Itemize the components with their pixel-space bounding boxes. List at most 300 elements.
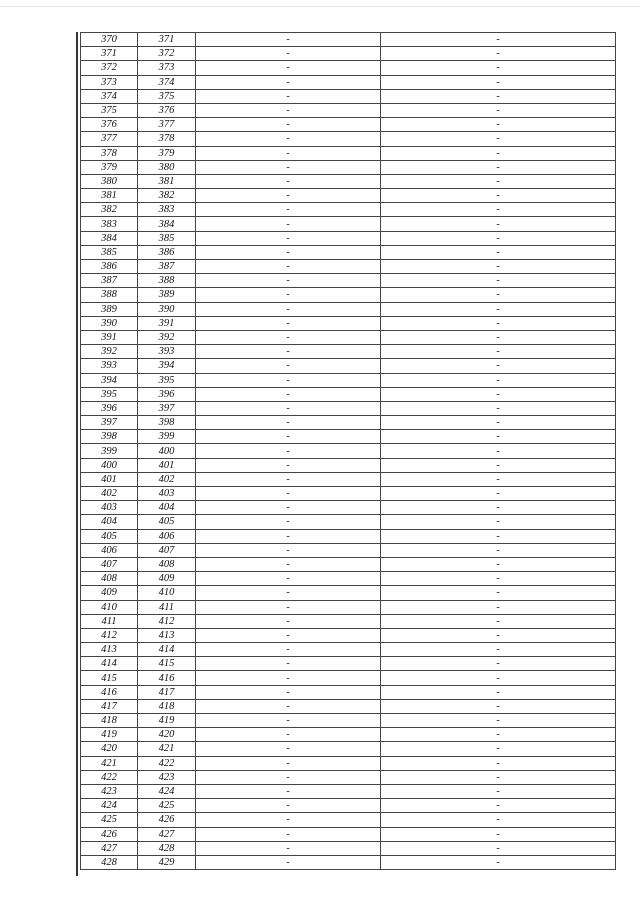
table-row — [81, 75, 616, 89]
table-row — [81, 487, 616, 501]
col-3-cell: - — [196, 756, 381, 770]
page-top-rule — [0, 6, 640, 7]
col-2-cell: 397 — [138, 401, 196, 415]
col-1-cell: 422 — [81, 770, 138, 784]
col-4-cell: - — [381, 586, 616, 600]
col-3-cell: - — [196, 515, 381, 529]
col-1-cell: 387 — [81, 274, 138, 288]
col-4-cell: - — [381, 855, 616, 869]
col-4-cell: - — [381, 316, 616, 330]
col-3-cell: - — [196, 33, 381, 47]
col-2-cell: 389 — [138, 288, 196, 302]
col-3-cell: - — [196, 472, 381, 486]
col-2-cell: 400 — [138, 444, 196, 458]
col-1-cell: 382 — [81, 203, 138, 217]
col-1-cell: 392 — [81, 345, 138, 359]
table-row — [81, 600, 616, 614]
table-row — [81, 501, 616, 515]
col-3-cell: - — [196, 572, 381, 586]
col-1-cell: 396 — [81, 401, 138, 415]
table-row — [81, 628, 616, 642]
col-2-cell: 406 — [138, 529, 196, 543]
col-3-cell: - — [196, 643, 381, 657]
table-row — [81, 118, 616, 132]
col-2-cell: 415 — [138, 657, 196, 671]
col-3-cell: - — [196, 458, 381, 472]
col-2-cell: 383 — [138, 203, 196, 217]
col-1-cell: 375 — [81, 103, 138, 117]
col-1-cell: 371 — [81, 47, 138, 61]
col-1-cell: 411 — [81, 614, 138, 628]
col-4-cell: - — [381, 75, 616, 89]
col-1-cell: 415 — [81, 671, 138, 685]
table-row — [81, 160, 616, 174]
col-4-cell: - — [381, 784, 616, 798]
col-1-cell: 403 — [81, 501, 138, 515]
table-row — [81, 302, 616, 316]
col-4-cell: - — [381, 742, 616, 756]
table-row — [81, 770, 616, 784]
col-2-cell: 373 — [138, 61, 196, 75]
col-4-cell: - — [381, 444, 616, 458]
col-4-cell: - — [381, 359, 616, 373]
left-margin-rule — [76, 32, 78, 876]
col-1-cell: 388 — [81, 288, 138, 302]
col-3-cell: - — [196, 189, 381, 203]
col-3-cell: - — [196, 742, 381, 756]
col-1-cell: 376 — [81, 118, 138, 132]
col-4-cell: - — [381, 628, 616, 642]
table-row — [81, 146, 616, 160]
col-4-cell: - — [381, 515, 616, 529]
col-3-cell: - — [196, 118, 381, 132]
col-3-cell: - — [196, 557, 381, 571]
col-4-cell: - — [381, 487, 616, 501]
col-4-cell: - — [381, 274, 616, 288]
table-row — [81, 103, 616, 117]
col-4-cell: - — [381, 799, 616, 813]
col-1-cell: 395 — [81, 387, 138, 401]
col-4-cell: - — [381, 174, 616, 188]
col-3-cell: - — [196, 75, 381, 89]
col-2-cell: 412 — [138, 614, 196, 628]
col-1-cell: 378 — [81, 146, 138, 160]
table-row — [81, 813, 616, 827]
col-4-cell: - — [381, 643, 616, 657]
col-3-cell: - — [196, 657, 381, 671]
col-4-cell: - — [381, 813, 616, 827]
col-2-cell: 405 — [138, 515, 196, 529]
col-3-cell: - — [196, 444, 381, 458]
table-row — [81, 855, 616, 869]
col-4-cell: - — [381, 614, 616, 628]
col-4-cell: - — [381, 302, 616, 316]
col-4-cell: - — [381, 231, 616, 245]
col-4-cell: - — [381, 841, 616, 855]
table-row — [81, 614, 616, 628]
col-2-cell: 416 — [138, 671, 196, 685]
col-3-cell: - — [196, 174, 381, 188]
col-3-cell: - — [196, 160, 381, 174]
col-2-cell: 393 — [138, 345, 196, 359]
col-1-cell: 381 — [81, 189, 138, 203]
col-4-cell: - — [381, 699, 616, 713]
table-row — [81, 756, 616, 770]
col-1-cell: 426 — [81, 827, 138, 841]
col-2-cell: 395 — [138, 373, 196, 387]
table-row — [81, 132, 616, 146]
col-2-cell: 390 — [138, 302, 196, 316]
col-2-cell: 414 — [138, 643, 196, 657]
col-2-cell: 404 — [138, 501, 196, 515]
col-3-cell: - — [196, 345, 381, 359]
table-row — [81, 61, 616, 75]
col-2-cell: 371 — [138, 33, 196, 47]
col-3-cell: - — [196, 799, 381, 813]
col-1-cell: 397 — [81, 416, 138, 430]
col-4-cell: - — [381, 671, 616, 685]
col-2-cell: 396 — [138, 387, 196, 401]
col-1-cell: 401 — [81, 472, 138, 486]
table-body — [81, 33, 616, 870]
table-row — [81, 742, 616, 756]
col-3-cell: - — [196, 401, 381, 415]
col-1-cell: 384 — [81, 231, 138, 245]
col-1-cell: 389 — [81, 302, 138, 316]
col-4-cell: - — [381, 387, 616, 401]
col-3-cell: - — [196, 387, 381, 401]
col-2-cell: 413 — [138, 628, 196, 642]
table-row — [81, 231, 616, 245]
table-row — [81, 430, 616, 444]
col-4-cell: - — [381, 260, 616, 274]
table-row — [81, 203, 616, 217]
col-4-cell: - — [381, 61, 616, 75]
col-3-cell: - — [196, 359, 381, 373]
col-1-cell: 402 — [81, 487, 138, 501]
col-3-cell: - — [196, 614, 381, 628]
col-2-cell: 381 — [138, 174, 196, 188]
col-2-cell: 401 — [138, 458, 196, 472]
col-4-cell: - — [381, 203, 616, 217]
col-3-cell: - — [196, 288, 381, 302]
table-row — [81, 33, 616, 47]
col-1-cell: 424 — [81, 799, 138, 813]
col-4-cell: - — [381, 472, 616, 486]
col-1-cell: 404 — [81, 515, 138, 529]
table-row — [81, 827, 616, 841]
col-1-cell: 428 — [81, 855, 138, 869]
col-2-cell: 428 — [138, 841, 196, 855]
col-3-cell: - — [196, 416, 381, 430]
col-4-cell: - — [381, 189, 616, 203]
table-row — [81, 728, 616, 742]
table-row — [81, 189, 616, 203]
col-2-cell: 384 — [138, 217, 196, 231]
table-row — [81, 416, 616, 430]
col-1-cell: 423 — [81, 784, 138, 798]
col-1-cell: 408 — [81, 572, 138, 586]
col-3-cell: - — [196, 146, 381, 160]
col-3-cell: - — [196, 89, 381, 103]
col-2-cell: 380 — [138, 160, 196, 174]
table-row — [81, 799, 616, 813]
col-4-cell: - — [381, 501, 616, 515]
col-3-cell: - — [196, 529, 381, 543]
col-2-cell: 409 — [138, 572, 196, 586]
col-2-cell: 427 — [138, 827, 196, 841]
col-2-cell: 386 — [138, 245, 196, 259]
col-2-cell: 419 — [138, 714, 196, 728]
col-2-cell: 388 — [138, 274, 196, 288]
col-2-cell: 392 — [138, 330, 196, 344]
col-1-cell: 370 — [81, 33, 138, 47]
col-2-cell: 382 — [138, 189, 196, 203]
table-row — [81, 330, 616, 344]
col-3-cell: - — [196, 316, 381, 330]
table-row — [81, 89, 616, 103]
col-1-cell: 417 — [81, 699, 138, 713]
col-3-cell: - — [196, 586, 381, 600]
col-3-cell: - — [196, 600, 381, 614]
col-1-cell: 377 — [81, 132, 138, 146]
col-3-cell: - — [196, 274, 381, 288]
col-4-cell: - — [381, 217, 616, 231]
col-4-cell: - — [381, 373, 616, 387]
col-3-cell: - — [196, 61, 381, 75]
col-3-cell: - — [196, 47, 381, 61]
col-3-cell: - — [196, 103, 381, 117]
col-1-cell: 421 — [81, 756, 138, 770]
col-2-cell: 402 — [138, 472, 196, 486]
col-1-cell: 418 — [81, 714, 138, 728]
col-4-cell: - — [381, 132, 616, 146]
table-row — [81, 657, 616, 671]
col-3-cell: - — [196, 813, 381, 827]
table-row — [81, 543, 616, 557]
col-4-cell: - — [381, 529, 616, 543]
col-4-cell: - — [381, 118, 616, 132]
col-4-cell: - — [381, 685, 616, 699]
col-3-cell: - — [196, 728, 381, 742]
col-1-cell: 420 — [81, 742, 138, 756]
col-2-cell: 408 — [138, 557, 196, 571]
col-3-cell: - — [196, 245, 381, 259]
col-2-cell: 424 — [138, 784, 196, 798]
table-row — [81, 643, 616, 657]
col-2-cell: 398 — [138, 416, 196, 430]
col-2-cell: 418 — [138, 699, 196, 713]
table-row — [81, 444, 616, 458]
col-2-cell: 403 — [138, 487, 196, 501]
col-1-cell: 380 — [81, 174, 138, 188]
col-2-cell: 425 — [138, 799, 196, 813]
col-3-cell: - — [196, 714, 381, 728]
col-4-cell: - — [381, 345, 616, 359]
col-2-cell: 376 — [138, 103, 196, 117]
col-4-cell: - — [381, 33, 616, 47]
col-3-cell: - — [196, 330, 381, 344]
col-1-cell: 394 — [81, 373, 138, 387]
col-1-cell: 419 — [81, 728, 138, 742]
table-row — [81, 373, 616, 387]
col-1-cell: 391 — [81, 330, 138, 344]
col-2-cell: 378 — [138, 132, 196, 146]
table-row — [81, 685, 616, 699]
col-3-cell: - — [196, 827, 381, 841]
table-row — [81, 47, 616, 61]
table-row — [81, 174, 616, 188]
col-4-cell: - — [381, 103, 616, 117]
col-2-cell: 417 — [138, 685, 196, 699]
table-row — [81, 841, 616, 855]
col-4-cell: - — [381, 756, 616, 770]
col-1-cell: 410 — [81, 600, 138, 614]
col-4-cell: - — [381, 146, 616, 160]
col-2-cell: 422 — [138, 756, 196, 770]
col-4-cell: - — [381, 160, 616, 174]
table-row — [81, 572, 616, 586]
col-1-cell: 390 — [81, 316, 138, 330]
col-3-cell: - — [196, 784, 381, 798]
data-table-container — [80, 32, 615, 870]
col-1-cell: 372 — [81, 61, 138, 75]
col-1-cell: 383 — [81, 217, 138, 231]
col-3-cell: - — [196, 628, 381, 642]
col-2-cell: 410 — [138, 586, 196, 600]
table-row — [81, 401, 616, 415]
col-4-cell: - — [381, 728, 616, 742]
col-3-cell: - — [196, 685, 381, 699]
data-table — [80, 32, 616, 870]
col-3-cell: - — [196, 841, 381, 855]
col-1-cell: 414 — [81, 657, 138, 671]
col-2-cell: 426 — [138, 813, 196, 827]
col-3-cell: - — [196, 132, 381, 146]
col-3-cell: - — [196, 501, 381, 515]
col-2-cell: 399 — [138, 430, 196, 444]
col-1-cell: 379 — [81, 160, 138, 174]
table-row — [81, 359, 616, 373]
col-1-cell: 398 — [81, 430, 138, 444]
col-1-cell: 400 — [81, 458, 138, 472]
col-1-cell: 373 — [81, 75, 138, 89]
table-row — [81, 699, 616, 713]
col-2-cell: 385 — [138, 231, 196, 245]
table-row — [81, 472, 616, 486]
table-row — [81, 714, 616, 728]
col-3-cell: - — [196, 770, 381, 784]
col-3-cell: - — [196, 203, 381, 217]
table-row — [81, 515, 616, 529]
table-row — [81, 387, 616, 401]
col-2-cell: 394 — [138, 359, 196, 373]
col-4-cell: - — [381, 288, 616, 302]
col-2-cell: 377 — [138, 118, 196, 132]
col-4-cell: - — [381, 770, 616, 784]
table-row — [81, 274, 616, 288]
col-1-cell: 413 — [81, 643, 138, 657]
col-2-cell: 423 — [138, 770, 196, 784]
col-3-cell: - — [196, 855, 381, 869]
col-2-cell: 420 — [138, 728, 196, 742]
col-3-cell: - — [196, 373, 381, 387]
col-1-cell: 412 — [81, 628, 138, 642]
col-2-cell: 429 — [138, 855, 196, 869]
col-1-cell: 416 — [81, 685, 138, 699]
table-row — [81, 784, 616, 798]
col-1-cell: 409 — [81, 586, 138, 600]
col-1-cell: 374 — [81, 89, 138, 103]
col-4-cell: - — [381, 600, 616, 614]
table-row — [81, 557, 616, 571]
col-2-cell: 374 — [138, 75, 196, 89]
col-1-cell: 405 — [81, 529, 138, 543]
col-2-cell: 407 — [138, 543, 196, 557]
table-row — [81, 671, 616, 685]
col-4-cell: - — [381, 330, 616, 344]
col-3-cell: - — [196, 699, 381, 713]
col-4-cell: - — [381, 430, 616, 444]
col-3-cell: - — [196, 543, 381, 557]
col-1-cell: 425 — [81, 813, 138, 827]
col-4-cell: - — [381, 543, 616, 557]
col-2-cell: 372 — [138, 47, 196, 61]
col-3-cell: - — [196, 260, 381, 274]
col-3-cell: - — [196, 487, 381, 501]
col-2-cell: 421 — [138, 742, 196, 756]
col-4-cell: - — [381, 89, 616, 103]
table-row — [81, 345, 616, 359]
col-4-cell: - — [381, 827, 616, 841]
table-row — [81, 245, 616, 259]
col-3-cell: - — [196, 217, 381, 231]
col-1-cell: 407 — [81, 557, 138, 571]
col-3-cell: - — [196, 671, 381, 685]
col-4-cell: - — [381, 714, 616, 728]
col-2-cell: 387 — [138, 260, 196, 274]
col-1-cell: 427 — [81, 841, 138, 855]
col-4-cell: - — [381, 572, 616, 586]
table-row — [81, 529, 616, 543]
col-3-cell: - — [196, 430, 381, 444]
col-1-cell: 393 — [81, 359, 138, 373]
table-row — [81, 586, 616, 600]
col-2-cell: 411 — [138, 600, 196, 614]
table-row — [81, 316, 616, 330]
col-1-cell: 406 — [81, 543, 138, 557]
table-row — [81, 458, 616, 472]
col-2-cell: 379 — [138, 146, 196, 160]
table-row — [81, 217, 616, 231]
col-4-cell: - — [381, 416, 616, 430]
col-4-cell: - — [381, 657, 616, 671]
col-2-cell: 375 — [138, 89, 196, 103]
col-2-cell: 391 — [138, 316, 196, 330]
col-4-cell: - — [381, 458, 616, 472]
table-row — [81, 260, 616, 274]
table-row — [81, 288, 616, 302]
col-1-cell: 399 — [81, 444, 138, 458]
col-4-cell: - — [381, 47, 616, 61]
col-4-cell: - — [381, 557, 616, 571]
col-1-cell: 385 — [81, 245, 138, 259]
col-3-cell: - — [196, 231, 381, 245]
col-3-cell: - — [196, 302, 381, 316]
col-4-cell: - — [381, 245, 616, 259]
col-1-cell: 386 — [81, 260, 138, 274]
col-4-cell: - — [381, 401, 616, 415]
